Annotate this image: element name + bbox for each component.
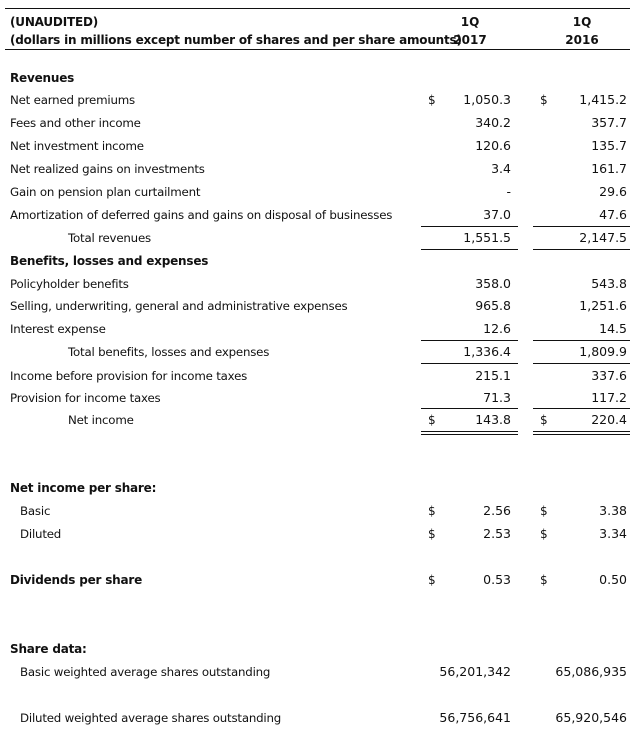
row-label: Selling, underwriting, general and administrative expenses	[10, 299, 348, 313]
dollar-sign: $	[428, 93, 436, 107]
value-2016: 29.6	[599, 184, 627, 199]
value-2017: 1,050.3	[463, 92, 511, 107]
value-2017: 215.1	[475, 368, 511, 383]
value-2017: 120.6	[475, 138, 511, 153]
row-label: Diluted	[20, 527, 62, 541]
value-2016: 357.7	[591, 115, 627, 130]
row-label: Amortization of deferred gains and gains on disposal of businesses	[10, 208, 393, 222]
value-2016: 65,086,935	[555, 664, 627, 679]
revenues-heading	[0, 68, 635, 88]
dollar-sign: $	[540, 573, 548, 587]
row-label: Basic	[20, 504, 51, 518]
table-row	[0, 90, 635, 110]
value-2016: 47.6	[599, 207, 627, 222]
income-before-tax-row	[0, 366, 635, 386]
dollar-sign: $	[540, 504, 548, 518]
double-underline	[421, 431, 518, 435]
value-2016: 161.7	[591, 161, 627, 176]
total-revenues-row	[0, 228, 635, 248]
net-income-row	[0, 410, 635, 430]
eps-diluted-row	[0, 524, 635, 544]
header-row-1	[0, 12, 635, 32]
section-title: Revenues	[10, 71, 75, 85]
row-label: Net realized gains on investments	[10, 162, 205, 176]
value-2017: 12.6	[483, 321, 511, 336]
value-2017: 358.0	[475, 276, 511, 291]
value-2016: 1,415.2	[579, 92, 627, 107]
dollar-sign: $	[428, 504, 436, 518]
row-label: Policyholder benefits	[10, 277, 129, 291]
row-label: Gain on pension plan curtailment	[10, 185, 201, 199]
value-2016: 220.4	[591, 412, 627, 427]
row-label: Net earned premiums	[10, 93, 135, 107]
value-2016: 3.34	[599, 526, 627, 541]
col-2017-year: 2017	[453, 33, 487, 47]
header-bottom-rule	[5, 49, 630, 50]
row-label: Interest expense	[10, 322, 106, 336]
table-row	[0, 182, 635, 202]
double-underline	[533, 431, 630, 435]
value-2016: 337.6	[591, 368, 627, 383]
expenses-heading	[0, 251, 635, 271]
value-2017: 1,336.4	[463, 344, 511, 359]
table-row	[0, 113, 635, 133]
value-2016: 1,809.9	[579, 344, 627, 359]
subtotal-underline	[421, 340, 518, 341]
value-2016: 135.7	[591, 138, 627, 153]
dollar-sign: $	[428, 527, 436, 541]
row-label: Net investment income	[10, 139, 144, 153]
dollar-sign: $	[428, 413, 436, 427]
table-row	[0, 274, 635, 294]
value-2016: 3.38	[599, 503, 627, 518]
value-2017: 56,201,342	[439, 664, 511, 679]
value-2017: 965.8	[475, 298, 511, 313]
dollar-sign: $	[428, 573, 436, 587]
unaudited-label: (UNAUDITED)	[10, 15, 98, 29]
value-2016: 543.8	[591, 276, 627, 291]
row-label: Net income	[68, 413, 134, 427]
basic-shares-row	[0, 662, 635, 682]
diluted-shares-row	[0, 708, 635, 728]
value-2017: 2.53	[483, 526, 511, 541]
dividends-row	[0, 570, 635, 590]
table-row	[0, 136, 635, 156]
value-2017: 143.8	[475, 412, 511, 427]
value-2017: 1,551.5	[463, 230, 511, 245]
value-2016: 0.50	[599, 572, 627, 587]
value-2016: 2,147.5	[579, 230, 627, 245]
section-title: Share data:	[10, 642, 87, 656]
provision-row	[0, 388, 635, 408]
subtotal-underline	[533, 408, 630, 409]
row-label: Total benefits, losses and expenses	[68, 345, 270, 359]
total-underline	[421, 249, 518, 250]
header-row-2	[0, 30, 635, 50]
value-2017: 2.56	[483, 503, 511, 518]
row-label: Income before provision for income taxes	[10, 369, 248, 383]
top-rule	[5, 8, 630, 9]
total-underline	[533, 363, 630, 364]
section-title: Net income per share:	[10, 481, 157, 495]
value-2017: -	[506, 184, 511, 199]
table-row	[0, 296, 635, 316]
value-2017: 3.4	[491, 161, 511, 176]
value-2016: 14.5	[599, 321, 627, 336]
section-title: Benefits, losses and expenses	[10, 254, 209, 268]
value-2016: 1,251.6	[579, 298, 627, 313]
eps-basic-row	[0, 501, 635, 521]
subtotal-underline	[533, 340, 630, 341]
row-label: Total revenues	[68, 231, 151, 245]
value-2017: 37.0	[483, 207, 511, 222]
row-label: Dividends per share	[10, 573, 143, 587]
value-2017: 340.2	[475, 115, 511, 130]
share-data-heading	[0, 639, 635, 659]
row-label: Diluted weighted average shares outstanding	[20, 711, 282, 725]
value-2016: 65,920,546	[555, 710, 627, 725]
total-expenses-row	[0, 342, 635, 362]
row-label: Basic weighted average shares outstanding	[20, 665, 271, 679]
table-row	[0, 319, 635, 339]
value-2017: 0.53	[483, 572, 511, 587]
units-note: (dollars in millions except number of shares and per share amounts)	[10, 33, 462, 47]
col-2017-period: 1Q	[460, 15, 480, 29]
value-2017: 56,756,641	[439, 710, 511, 725]
table-row	[0, 159, 635, 179]
subtotal-underline	[533, 226, 630, 227]
dollar-sign: $	[540, 93, 548, 107]
dollar-sign: $	[540, 527, 548, 541]
subtotal-underline	[421, 408, 518, 409]
value-2017: 71.3	[483, 390, 511, 405]
col-2016-year: 2016	[565, 33, 599, 47]
table-row	[0, 205, 635, 225]
subtotal-underline	[421, 226, 518, 227]
row-label: Fees and other income	[10, 116, 141, 130]
total-underline	[421, 363, 518, 364]
row-label: Provision for income taxes	[10, 391, 161, 405]
dollar-sign: $	[540, 413, 548, 427]
eps-heading	[0, 478, 635, 498]
col-2016-period: 1Q	[572, 15, 592, 29]
value-2016: 117.2	[591, 390, 627, 405]
total-underline	[533, 249, 630, 250]
